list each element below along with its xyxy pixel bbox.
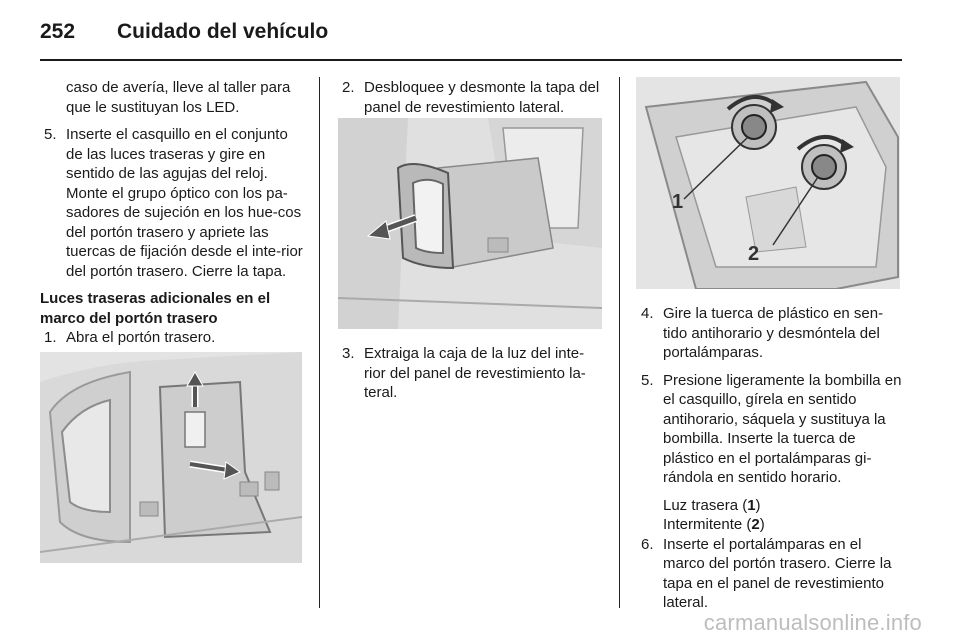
step-number: 3. [342,345,355,362]
column-2-lower [338,344,604,411]
step-number: 6. [641,535,654,553]
figure-side-trim-panel [338,118,602,329]
continuation-text: caso de avería, lleve al taller para que le sustituyan los LED. [66,79,291,116]
header-rule [40,59,902,61]
page-number: 252 [40,20,76,43]
step-text: Extraiga la caja de la luz del inte-rior del panel de revestimiento la-teral. [364,345,586,401]
section-heading: Luces traseras adicionales en el marco del portón trasero [40,290,271,327]
step-text: Desbloquee y desmonte la tapa del panel de revestimiento lateral. [364,79,600,116]
column-divider-1 [319,77,320,608]
column-3 [637,304,905,621]
step-3 [338,344,604,403]
column-divider-2 [619,77,620,608]
legend-number-1: 1 [747,496,756,514]
step-1 [40,328,308,348]
figure-tailgate-trim-cover [40,352,302,563]
step-text: Abra el portón trasero. [66,329,216,346]
step-text: Inserte el casquillo en el conjunto de las luces traseras y gire en sentido de las agujas del reloj. Monte el grupo óptico con los pa-sadores de sujeción en los hue-cos del portón trasero y apriete las tuercas de fijación desde el inte-rior del portón trasero. Cierre la tapa. [66,126,303,280]
step-number: 5. [641,371,654,389]
step-text: Inserte el portalámparas en el marco del portón trasero. Cierre la tapa en el panel de revestimiento lateral. [663,535,892,611]
figure-lamp-holder [636,77,900,289]
legend-turn-signal: Intermitente (2) [663,516,765,533]
step-2 [338,78,604,117]
step-text: Gire la tuerca de plástico en sen-tido antihorario y desmóntela del portalámparas. [663,305,884,361]
step-number: 2. [342,79,355,96]
legend-number-2: 2 [751,516,760,533]
page-title: Cuidado del vehículo [117,20,329,43]
step-5-left [40,125,308,281]
step-4 [637,304,905,363]
step-text: Presione ligeramente la bombilla en el casquillo, gírela en sentido antihorario, sáquela y sustituya la bombilla. Inserte la tuerca de plástico en el portalámparas gi-rándola en sentido horario. [663,371,902,486]
callout-1: 1 [672,191,684,213]
page-header [40,14,920,54]
step-number: 5. [44,126,57,143]
legend-tail-light: Luz trasera (1) [663,496,761,514]
callout-2: 2 [748,243,760,265]
step-number: 1. [44,329,57,346]
step-5-right [637,371,905,488]
watermark: carmanualsonline.info [703,610,922,635]
column-1 [40,78,308,356]
step-number: 4. [641,305,654,322]
step-6 [637,535,905,613]
